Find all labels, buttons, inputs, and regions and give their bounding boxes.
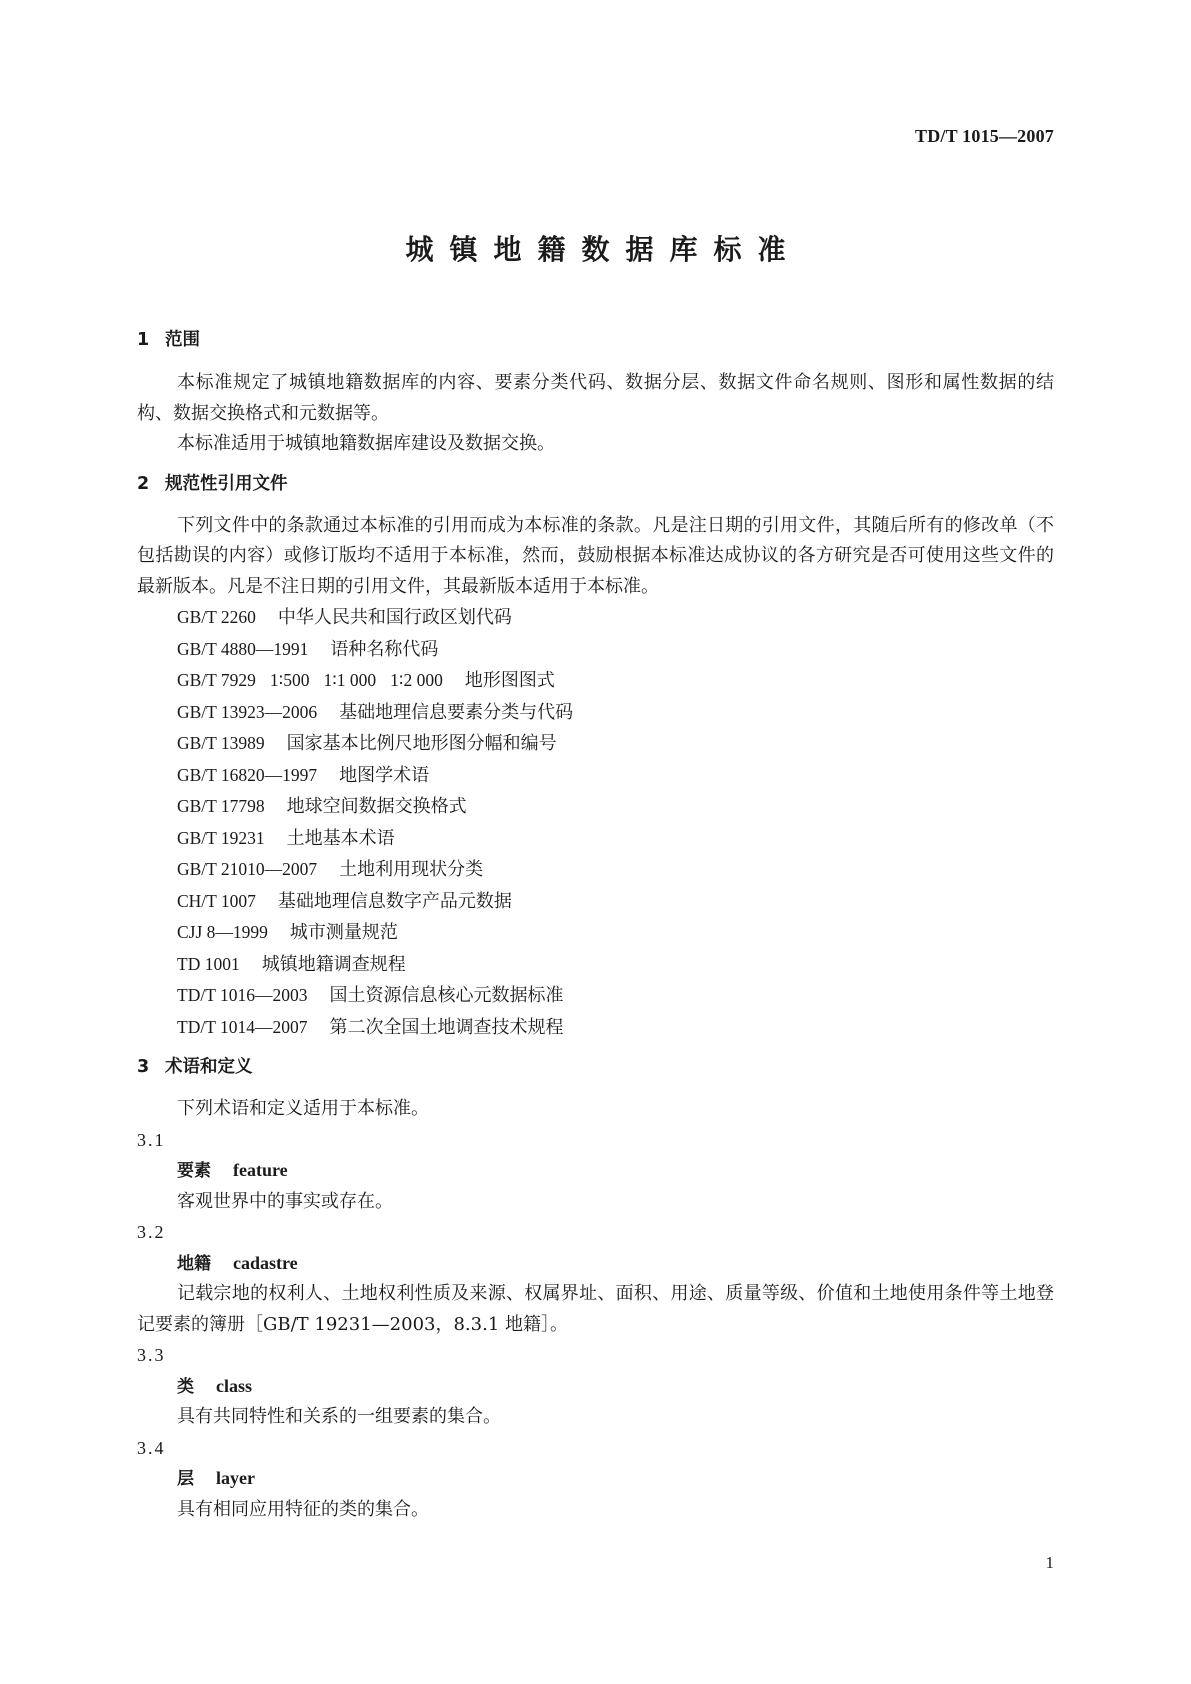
reference-code: GB/T 4880—1991 xyxy=(177,638,309,659)
reference-code: TD/T 1014—2007 xyxy=(177,1016,308,1037)
reference-item xyxy=(137,949,1054,981)
term-chinese: 层 xyxy=(177,1469,194,1489)
document-body xyxy=(137,328,1054,1525)
reference-title: 国家基本比例尺地形图分幅和编号 xyxy=(286,733,557,754)
term-heading xyxy=(137,1371,1054,1403)
reference-code: GB/T 2260 xyxy=(177,607,256,627)
paragraph: 下列术语和定义适用于本标准。 xyxy=(177,1098,429,1119)
reference-item xyxy=(137,1012,1054,1044)
reference-item xyxy=(137,854,1054,886)
term-number: 3.2 xyxy=(137,1222,166,1242)
reference-title: 语种名称代码 xyxy=(330,638,439,660)
term-definition: 具有共同特性和关系的一组要素的集合。 xyxy=(177,1406,501,1427)
reference-item xyxy=(137,634,1054,666)
reference-item xyxy=(137,728,1054,760)
term-definition: 客观世界中的事实或存在。 xyxy=(177,1190,393,1212)
reference-title: 地球空间数据交换格式 xyxy=(286,796,467,817)
section-number: 3 xyxy=(137,1057,150,1077)
term-chinese: 地籍 xyxy=(177,1253,211,1274)
reference-title: 第二次全国土地调查技术规程 xyxy=(329,1016,564,1038)
page-number: 1 xyxy=(1045,1553,1054,1572)
section-number: 1 xyxy=(137,330,150,350)
reference-code: TD/T 1016—2003 xyxy=(177,985,308,1005)
reference-code: GB/T 7929 xyxy=(177,670,256,690)
reference-title: 国土资源信息核心元数据标准 xyxy=(329,985,564,1006)
standard-code: TD/T 1015—2007 xyxy=(915,126,1054,146)
reference-title: 城市测量规范 xyxy=(289,922,398,943)
term-number: 3.1 xyxy=(137,1129,166,1150)
reference-title: 土地基本术语 xyxy=(286,827,395,849)
reference-code: GB/T 17798 xyxy=(177,796,265,816)
term-heading xyxy=(137,1248,1054,1280)
paragraph: 下列文件中的条款通过本标准的引用而成为本标准的条款。凡是注日期的引用文件，其随后所有的修改单（不包括勘误的内容）或修订版均不适用于本标准，然而，鼓励根据本标准达成协议的各方研究是否可使用这些文件的最新版本。凡是不注日期的引用文件，其最新版本适用于本标准。 xyxy=(137,514,1054,597)
reference-code: GB/T 19231 xyxy=(177,827,265,848)
term-english: class xyxy=(216,1375,252,1396)
term-number: 3.4 xyxy=(137,1437,166,1458)
reference-code: TD 1001 xyxy=(177,953,240,974)
reference-item xyxy=(137,886,1054,918)
reference-title: 基础地理信息要素分类与代码 xyxy=(339,701,574,723)
section-heading-normative-references xyxy=(137,472,1054,496)
reference-scale: 1∶500 xyxy=(269,670,310,690)
term-english: feature xyxy=(233,1160,288,1180)
reference-title: 基础地理信息数字产品元数据 xyxy=(277,890,512,912)
reference-code: GB/T 13923—2006 xyxy=(177,701,318,722)
reference-item xyxy=(137,602,1054,634)
reference-item xyxy=(137,697,1054,729)
reference-scale: 1∶1 000 xyxy=(323,670,377,690)
term-chinese: 要素 xyxy=(177,1161,211,1181)
section-heading-terms-and-definitions xyxy=(137,1055,1054,1079)
reference-item xyxy=(137,823,1054,855)
reference-title: 地图学术语 xyxy=(339,764,430,786)
reference-title: 中华人民共和国行政区划代码 xyxy=(277,607,512,628)
reference-item xyxy=(137,980,1054,1012)
term-heading xyxy=(137,1155,1054,1187)
reference-title: 土地利用现状分类 xyxy=(339,859,484,880)
term-english: cadastre xyxy=(233,1252,298,1273)
reference-item xyxy=(137,665,1054,697)
paragraph: 本标准规定了城镇地籍数据库的内容、要素分类代码、数据分层、数据文件命名规则、图形和属性数据的结构、数据交换格式和元数据等。 xyxy=(137,372,1054,424)
reference-list xyxy=(137,602,1054,1043)
term-definition: 记载宗地的权利人、土地权利性质及来源、权属界址、面积、用途、质量等级、价值和土地使用条件等土地登记要素的簿册［GB/T 19231—2003，8.3.1 地籍］。 xyxy=(137,1283,1054,1335)
section-heading-scope xyxy=(137,328,1054,352)
section-title: 规范性引用文件 xyxy=(165,473,288,494)
reference-code: GB/T 21010—2007 xyxy=(177,859,318,879)
term-english: layer xyxy=(216,1468,255,1488)
reference-item xyxy=(137,760,1054,792)
reference-title: 地形图图式 xyxy=(464,670,555,691)
reference-item xyxy=(137,917,1054,949)
reference-code: CH/T 1007 xyxy=(177,890,256,911)
term-number: 3.3 xyxy=(137,1345,166,1365)
term-heading xyxy=(137,1463,1054,1495)
reference-code: GB/T 13989 xyxy=(177,733,265,753)
reference-code: GB/T 16820—1997 xyxy=(177,764,318,785)
reference-title: 城镇地籍调查规程 xyxy=(261,953,406,975)
reference-code: CJJ 8—1999 xyxy=(177,922,268,942)
term-chinese: 类 xyxy=(177,1376,194,1397)
term-definition: 具有相同应用特征的类的集合。 xyxy=(177,1498,429,1520)
reference-item xyxy=(137,791,1054,823)
section-title: 术语和定义 xyxy=(165,1057,253,1077)
section-number: 2 xyxy=(137,473,150,494)
section-title: 范围 xyxy=(165,330,200,350)
reference-scale: 1∶2 000 xyxy=(390,670,443,690)
document-title: 城镇地籍数据库标准 xyxy=(405,233,802,266)
paragraph: 本标准适用于城镇地籍数据库建设及数据交换。 xyxy=(177,433,555,454)
